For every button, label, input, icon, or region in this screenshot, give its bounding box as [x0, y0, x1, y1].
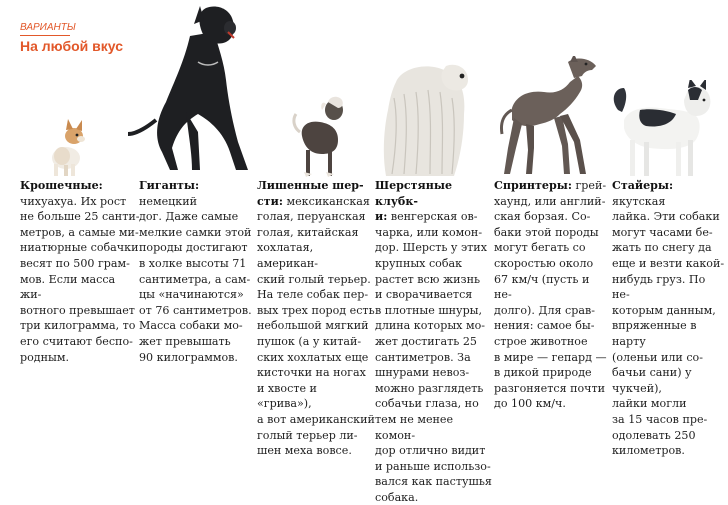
section-title: На любой вкус — [20, 38, 123, 54]
chihuahua-image — [44, 118, 92, 178]
hairless-breeds-body: мексиканская голая, перуанская голая, китайская хохлатая, американ- ский голый терьер. На теле собак пер- вых трех пород есть небольшой мягкий пушок (а у китай- ских хохлатых еще кисточки на ногах и хвосте и «грива»), а вот американский голый терьер ли- шен меха вовсе. — [257, 194, 375, 458]
giant-breeds-lead: Гиганты: — [139, 179, 200, 192]
section-kicker: ВАРИАНТЫ — [20, 22, 70, 36]
giant-breeds-text — [139, 178, 257, 365]
yakutian-laika-image — [610, 80, 714, 178]
sprinters-lead: Спринтеры: — [494, 179, 572, 192]
greyhound-image — [498, 56, 602, 178]
woolly-breeds-body: венгерская ов- чарка, или комон- дор. Шерсть у этих крупных собак растет всю жизнь и сворачивается в плотные шнуры, длина которых мо- жет достигать 25 сантиметров. За шнурами невоз- можно разглядеть собачьи глаза, но тем не менее комон- дор отлично видит и раньше использо- вался как пастушья собака. — [375, 210, 492, 504]
giant-breeds-body: немецкий дог. Даже самые мелкие самки этой породы достигают в холке высоты 71 сантиметра, а сам- цы «начинаются» от 76 сантиметров. Масса собаки мо- жет превышать 90 килограммов. — [139, 194, 252, 364]
tiny-breeds-lead: Крошечные: — [20, 179, 103, 192]
stayers-text — [612, 178, 726, 459]
sprinters-body: грей- хаунд, или англий- ская борзая. Со- баки этой породы могут бегать со скоростью около 67 км/ч (пусть и не- долго). Для срав- нения: самое бы- строе животное в мире — гепард — в дикой природе разгоняется почти до 100 км/ч. — [494, 179, 607, 411]
tiny-breeds-body: чихуахуа. Их рост не больше 25 санти- метров, а самые ми- ниатюрные собачки весят по 500 грам- мов. Если масса жи- вотного превышает три килограмма, то его считают беспо- родным. — [20, 194, 140, 364]
stayers-lead: Стайеры: — [612, 179, 674, 192]
woolly-breeds-lead: Шерстяные клубк- и: — [375, 179, 453, 224]
great-dane-image — [126, 2, 266, 178]
komondor-image — [376, 58, 474, 178]
chinese-crested-image — [292, 96, 354, 178]
hairless-breeds-text — [257, 178, 375, 459]
tiny-breeds-text — [20, 178, 140, 365]
sprinters-text — [494, 178, 610, 412]
stayers-body: якутская лайка. Эти собаки могут часами бе- жать по снегу да еще и везти какой- нибудь груз. По не- которым данным, впряженные в нарту (оленьи или со- бачьи сани) у чукчей), лайки могли за 15 часов пре- одолевать 250 километров. — [612, 194, 725, 458]
hairless-breeds-lead: Лишенные шер- сти: — [257, 179, 364, 208]
woolly-breeds-text — [375, 178, 495, 505]
